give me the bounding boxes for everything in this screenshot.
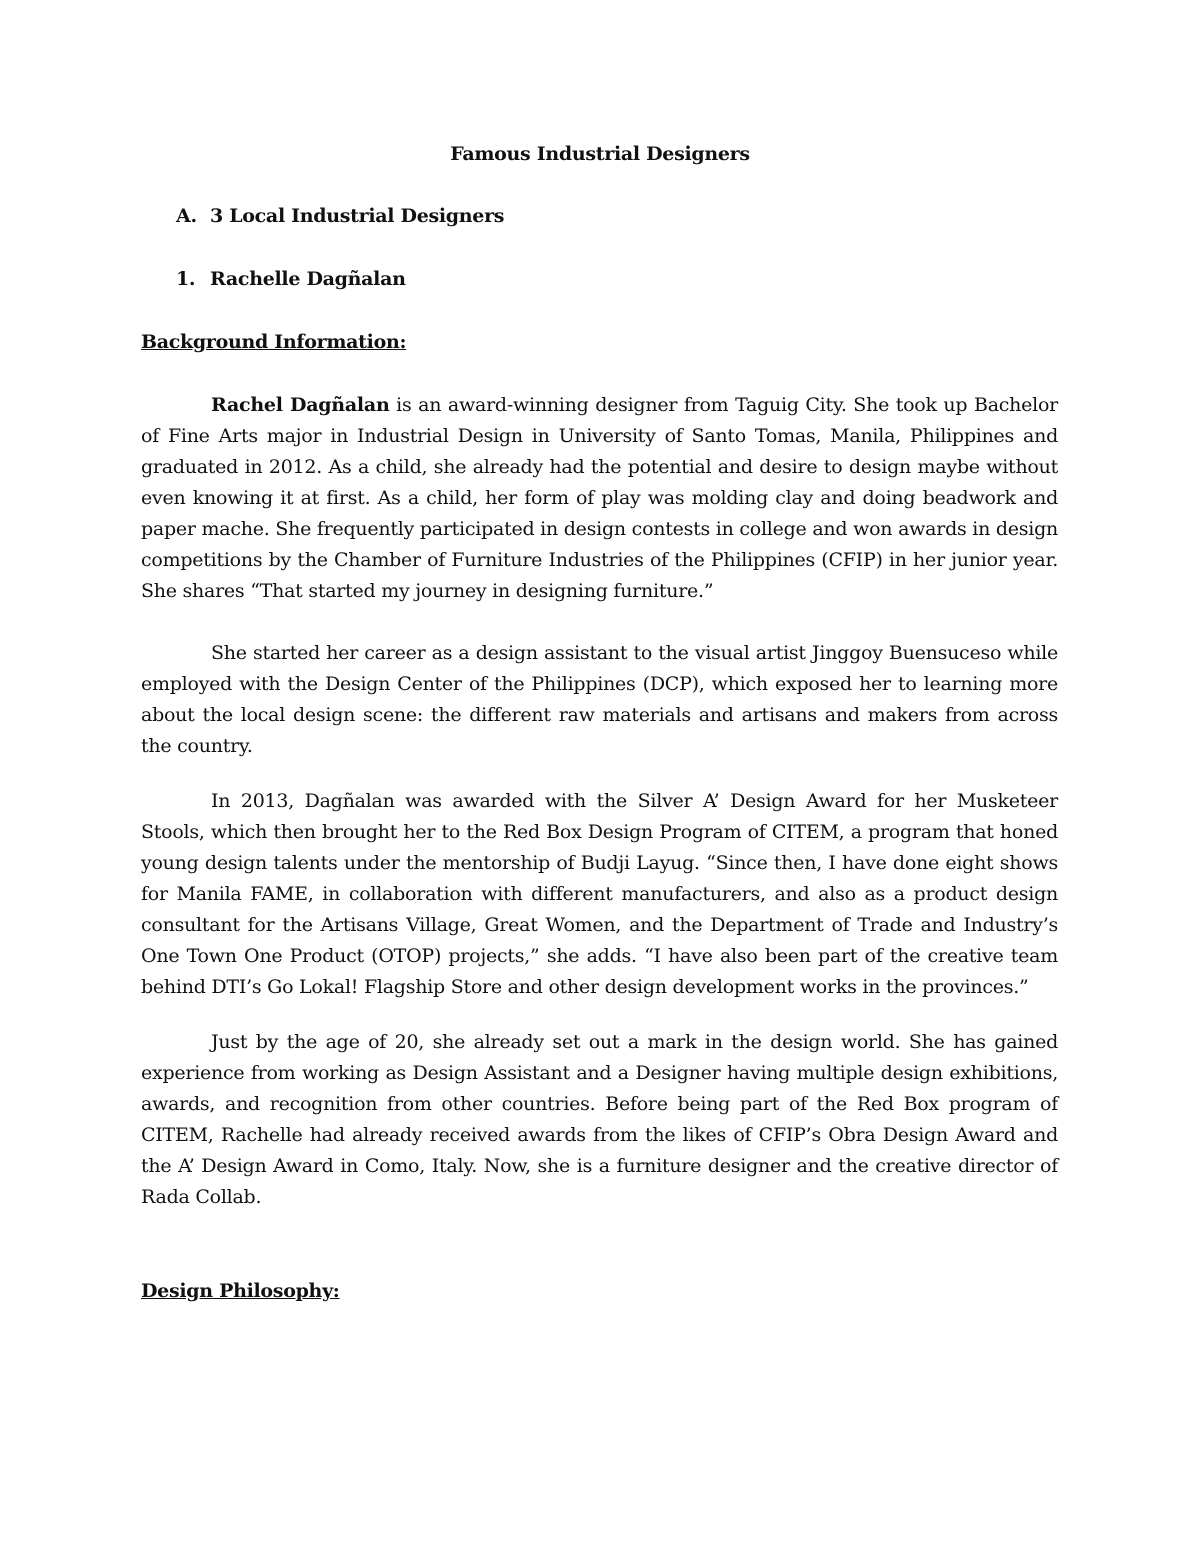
designer-number: 1. bbox=[176, 268, 196, 290]
document-title: Famous Industrial Designers bbox=[450, 143, 750, 165]
section-heading bbox=[176, 205, 504, 227]
paragraph-background-4: Just by the age of 20, she already set out a mark in the design world. She has gained experience from working as Design Assistant and a Designer having multiple design exhibitions, awards, and recognition from other countries. Before being part of the Red Box program of CITEM, Rachelle had already received awards from the likes of CFIP’s Obra Design Award and the A’ Design Award in Como, Italy. Now, she is a furniture designer and the creative director of Rada Collab. bbox=[141, 1031, 1058, 1208]
paragraph-1-text: is an award-winning designer from Taguig City. She took up Bachelor of Fine Arts major in Industrial Design in University of Santo Tomas, Manila, Philippines and graduated in 2012. As a child, she already had the potential and desire to design maybe without even knowing it at first. As a child, her form of play was molding clay and doing beadwork and paper mache. She frequently participated in design contests in college and won awards in design competitions by the Chamber of Furniture Industries of the Philippines (CFIP) in her junior year. She shares “That started my journey in designing furniture.” bbox=[141, 394, 1059, 602]
paragraph-1-bold-name: Rachel Dagñalan bbox=[211, 394, 390, 416]
section-label: 3 Local Industrial Designers bbox=[210, 205, 505, 227]
section-marker: A. bbox=[176, 205, 197, 227]
paragraph-background-1 bbox=[141, 390, 1058, 607]
designer-name: Rachelle Dagñalan bbox=[210, 268, 406, 290]
design-philosophy-heading: Design Philosophy: bbox=[141, 1280, 340, 1302]
paragraph-background-2: She started her career as a design assistant to the visual artist Jinggoy Buensuceso while employed with the Design Center of the Philippines (DCP), which exposed her to learning more about the local design scene: the different raw materials and artisans and makers from across the country. bbox=[141, 642, 1058, 757]
background-heading: Background Information: bbox=[141, 331, 407, 353]
designer-heading bbox=[176, 268, 406, 290]
paragraph-background-3: In 2013, Dagñalan was awarded with the Silver A’ Design Award for her Musketeer Stools, which then brought her to the Red Box Design Program of CITEM, a program that honed young design talents under the mentorship of Budji Layug. “Since then, I have done eight shows for Manila FAME, in collaboration with different manufacturers, and also as a product design consultant for the Artisans Village, Great Women, and the Department of Trade and Industry’s One Town One Product (OTOP) projects,” she adds. “I have also been part of the creative team behind DTI’s Go Lokal! Flagship Store and other design development works in the provinces.” bbox=[141, 790, 1058, 998]
